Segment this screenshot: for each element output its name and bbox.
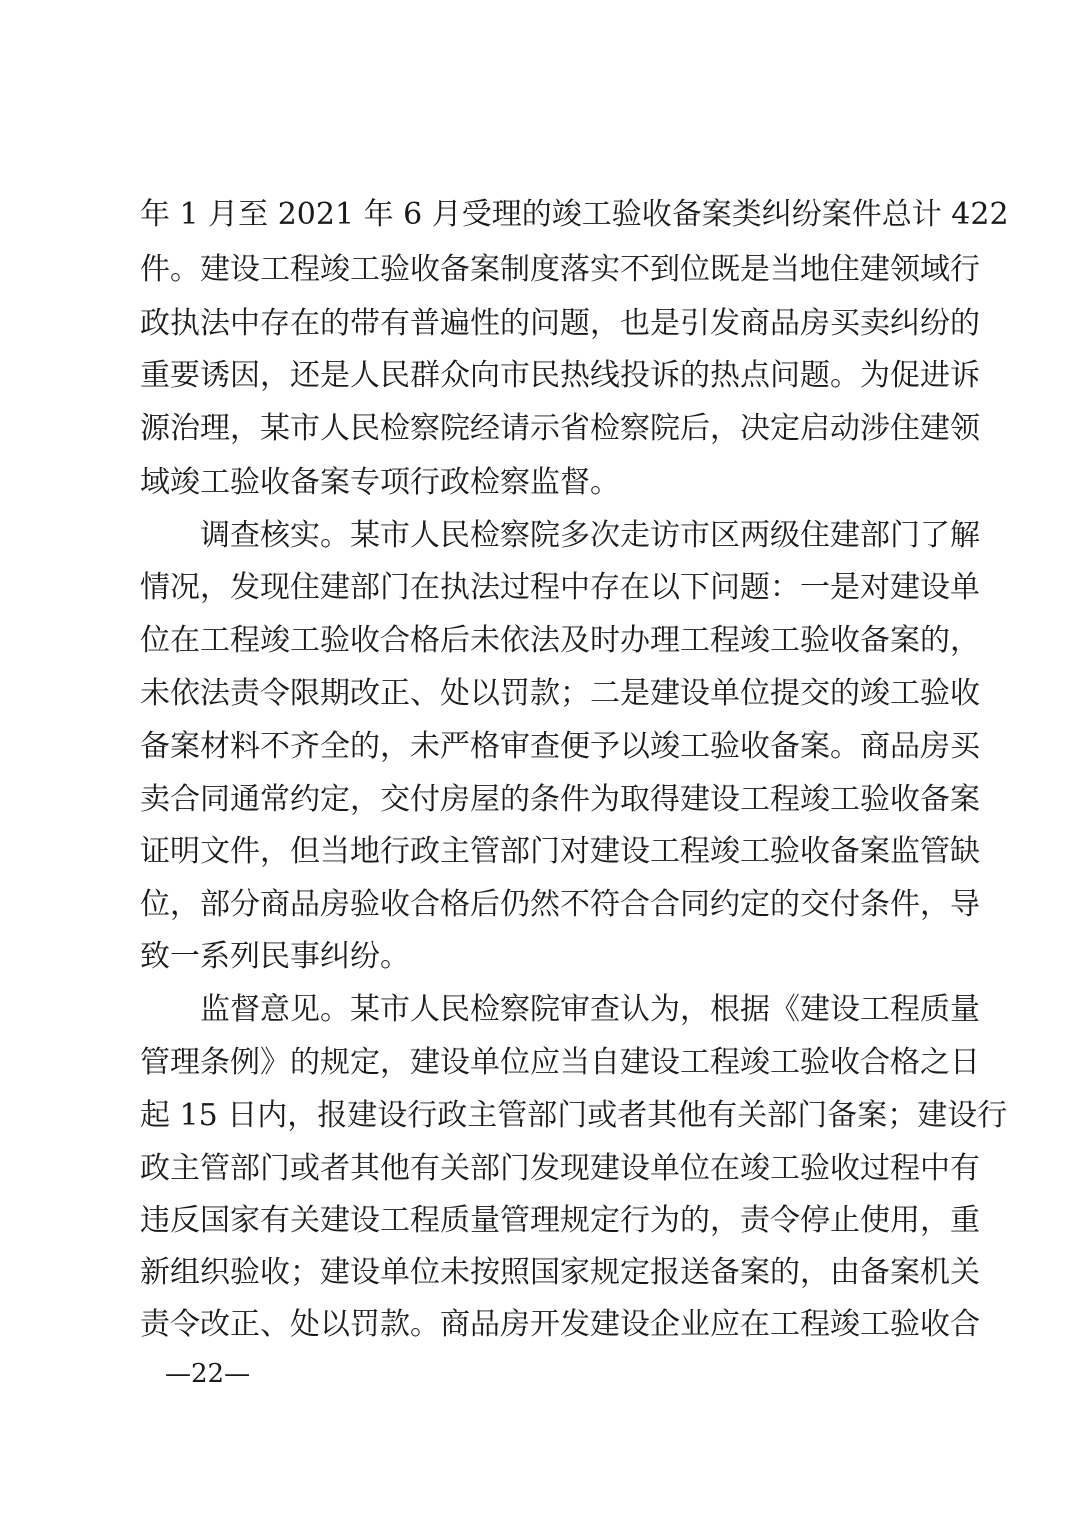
body-line: 证明文件，但当地行政主管部门对建设工程竣工验收备案监管缺 <box>140 834 980 869</box>
body-line: 重要诱因，还是人民群众向市民热线投诉的热点问题。为促进诉 <box>140 358 980 393</box>
body-line: 源治理，某市人民检察院经请示省检察院后，决定启动涉住建领 <box>140 411 980 446</box>
body-line: 新组织验收；建设单位未按照国家规定报送备案的，由备案机关 <box>140 1255 980 1290</box>
body-line: 卖合同通常约定，交付房屋的条件为取得建设工程竣工验收备案 <box>140 782 980 817</box>
body-line: 件。建设工程竣工验收备案制度落实不到位既是当地住建领域行 <box>140 252 980 287</box>
body-line: 位，部分商品房验收合格后仍然不符合合同约定的交付条件，导 <box>140 887 980 922</box>
body-line: 责令改正、处以罚款。商品房开发建设企业应在工程竣工验收合 <box>140 1307 980 1342</box>
paragraph-heading-line: 监督意见。某市人民检察院审查认为，根据《建设工程质量 <box>200 992 980 1027</box>
body-line: 违反国家有关建设工程质量管理规定行为的，责令停止使用，重 <box>140 1203 980 1238</box>
page-number: —22— <box>165 1359 251 1389</box>
body-line: 域竣工验收备案专项行政检察监督。 <box>140 465 620 500</box>
body-line: 年 1 月至 2021 年 6 月受理的竣工验收备案类纠纷案件总计 422 <box>140 197 1009 232</box>
body-line: 备案材料不齐全的，未严格审查便予以竣工验收备案。商品房买 <box>140 729 980 764</box>
body-line: 起 15 日内，报建设行政主管部门或者其他有关部门备案；建设行 <box>140 1098 1008 1133</box>
body-line: 情况，发现住建部门在执法过程中存在以下问题：一是对建设单 <box>140 570 980 605</box>
body-line: 政主管部门或者其他有关部门发现建设单位在竣工验收过程中有 <box>140 1151 980 1186</box>
body-line: 致一系列民事纠纷。 <box>140 939 410 974</box>
body-line: 未依法责令限期改正、处以罚款；二是建设单位提交的竣工验收 <box>140 676 980 711</box>
paragraph-heading-line: 调查核实。某市人民检察院多次走访市区两级住建部门了解 <box>200 518 980 553</box>
body-line: 位在工程竣工验收合格后未依法及时办理工程竣工验收备案的， <box>140 623 980 658</box>
body-line: 管理条例》的规定，建设单位应当自建设工程竣工验收合格之日 <box>140 1045 980 1080</box>
body-line: 政执法中存在的带有普遍性的问题，也是引发商品房买卖纠纷的 <box>140 306 980 341</box>
